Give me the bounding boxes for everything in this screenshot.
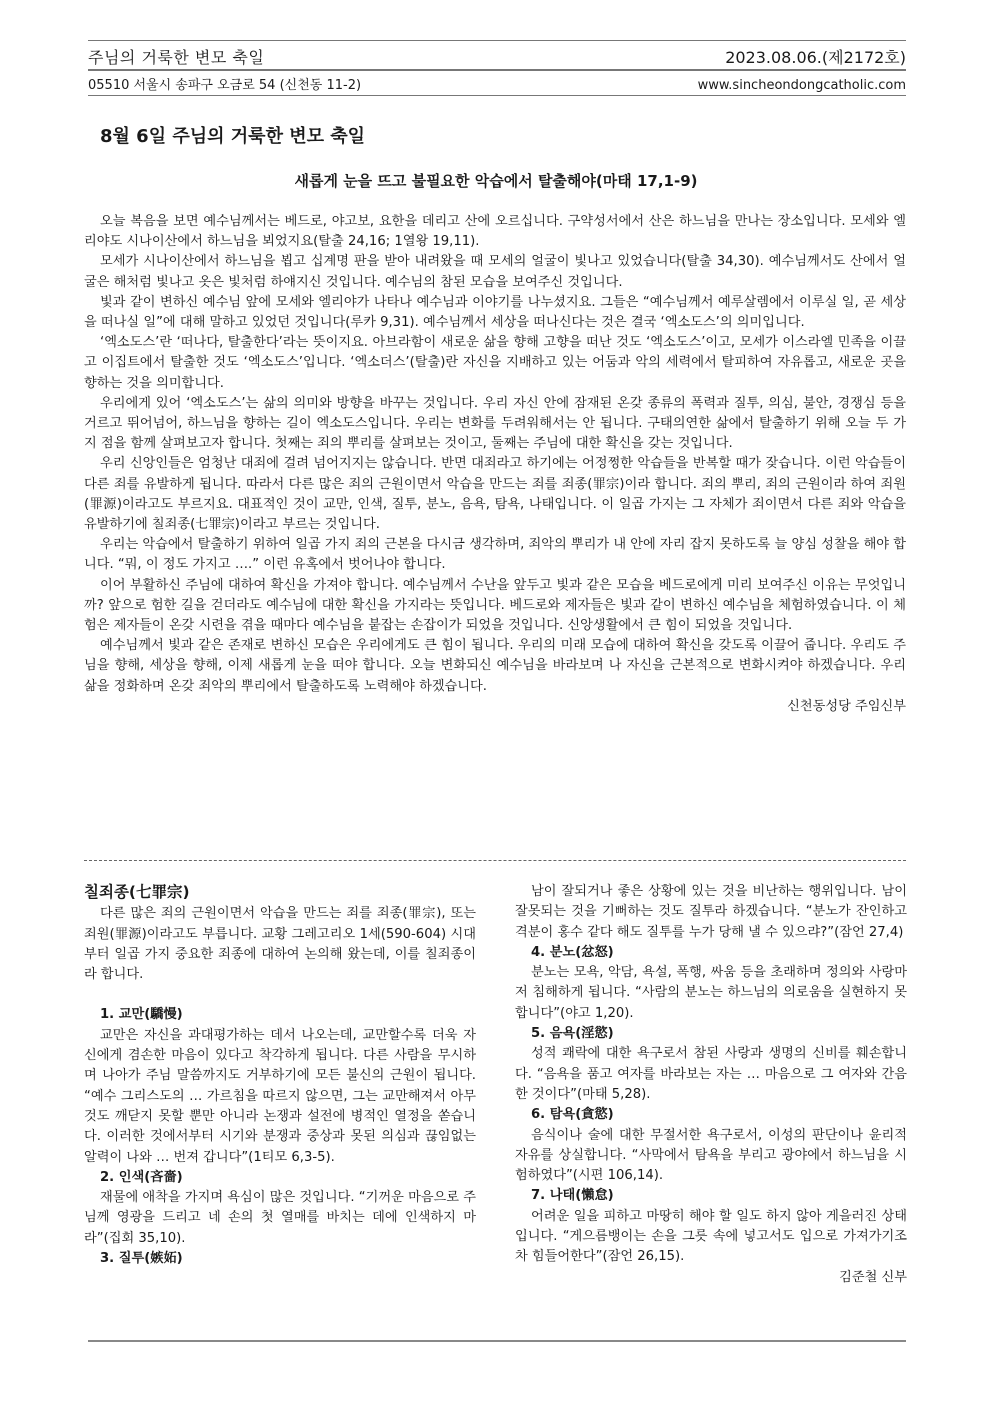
- sermon-paragraph: 예수님께서 빛과 같은 존재로 변하신 모습은 우리에게도 큰 힘이 됩니다. 우리의 미래 모습에 대하여 확신을 갖도록 이끌어 줍니다. 우리도 주님을 향해, 세상을 향해, 이제 새롭게 눈을 떠야 합니다. 오늘 변화되신 예수님을 바라보며 나 자신을 근본적으로 변화시켜야 하겠습니다. 우리 삶을 정화하며 온갖 죄악의 뿌리에서 탈출하도록 노력해야 하겠습니다.: [84, 638, 906, 694]
- sin-item-title: 4. 분노(忿怒): [531, 944, 614, 960]
- footer-rule: [88, 1340, 906, 1342]
- parish-address: 05510 서울시 송파구 오금로 54 (신천동 11-2): [88, 78, 362, 93]
- sin-item-text: 분노는 모욕, 악담, 욕설, 폭행, 싸움 등을 초래하며 정의와 사랑마저 침해하게 됩니다. “사람의 분노는 하느님의 의로움을 실현하지 못합니다”(야고 1,20).: [515, 965, 907, 1021]
- sin-item-text: 음식이나 술에 대한 무절서한 욕구로서, 이성의 판단이나 윤리적 자유를 상실합니다. “사막에서 탐욕을 부리고 광야에서 하느님을 시험하였다”(시편 106,14).: [515, 1127, 907, 1184]
- website-link[interactable]: www.sincheondongcatholic.com: [697, 78, 906, 93]
- sermon-paragraph: 우리 신앙인들은 엄청난 대죄에 걸려 넘어지지는 않습니다. 반면 대죄라고 하기에는 어정쩡한 악습들을 반복할 때가 잦습니다. 이런 악습들이 다른 죄를 유발하게 됩니다. 따라서 다른 많은 죄의 근원이면서 악습을 만드는 죄를 죄종(罪宗)이라 합니다. 죄의 뿌리, 죄의 근원이라 하여 죄원(罪源)이라고도 부르지요. 대표적인 것이 교만, 인색, 질투, 분노, 음욕, 탐욕, 나태입니다. 이 일곱 가지는 그 자체가 죄이면서 다른 죄와 악습을 유발하기에 칠죄종(七罪宗)이라고 부르는 것입니다.: [84, 456, 906, 533]
- sin-item-title: 5. 음욕(淫慾): [531, 1026, 614, 1042]
- sin-item-text: 어려운 일을 피하고 마땅히 해야 할 일도 하지 않아 게을러진 상태입니다. “게으름뱅이는 손을 그릇 속에 넣고서도 입으로 가져가기조차 힘들어한다”(잠언 26,15).: [515, 1208, 907, 1265]
- sin-item-title: 2. 인색(吝嗇): [100, 1169, 183, 1185]
- sin-item-text: 교만은 자신을 과대평가하는 데서 나오는데, 교만할수록 더욱 자신에게 겸손한 마음이 있다고 착각하게 됩니다. 다른 사람을 무시하며 나아가 주님 말씀까지도 거부하기에 모든 불신의 근원이 됩니다. “예수 그리스도의 … 가르침을 따르지 않으면, 그는 교만해져서 아무것도 깨닫지 못할 뿐만 아니라 논쟁과 설전에 병적인 열정을 쏟습니다. 이러한 것에서부터 시기와 분쟁과 중상과 못된 의심과 끊임없는 알력이 나와 … 번져 갑니다”(1티모 6,3-5).: [84, 1027, 476, 1165]
- sin-item-text: 남이 잘되거나 좋은 상황에 있는 것을 비난하는 행위입니다. 남이 잘못되는 것을 기뻐하는 것도 질투라 하겠습니다. “분노가 잔인하고 격분이 홍수 같다 해도 질투를 누가 당해 낼 수 있으랴?”(잠언 27,4): [515, 884, 907, 940]
- feast-title: 8월 6일 주님의 거룩한 변모 축일: [100, 126, 366, 147]
- spacer: [84, 985, 476, 1005]
- sermon-paragraph: 이어 부활하신 주님에 대하여 확신을 가져야 합니다. 예수님께서 수난을 앞두고 빛과 같은 모습을 베드로에게 미리 보여주신 이유는 무엇입니까? 앞으로 험한 길을 걷더라도 예수님에 대한 확신을 가지라는 뜻입니다. 베드로와 제자들은 빛과 같이 변하신 예수님을 체험하였습니다. 이 체험은 제자들이 온갖 시련을 겪을 때마다 예수님을 붙잡는 손잡이가 되었을 것입니다. 신앙생활에서 큰 힘이 되었을 것입니다.: [84, 577, 906, 634]
- sin-item-title: 7. 나태(懶怠): [531, 1188, 614, 1204]
- sermon-signature: 신천동성당 주임신부: [787, 698, 906, 714]
- sermon-paragraph: 우리에게 있어 ‘엑소도스’는 삶의 의미와 방향을 바꾸는 것입니다. 우리 자신 안에 잠재된 온갖 종류의 폭력과 질투, 의심, 불안, 경쟁심 등을 거르고 뛰어넘어, 하느님을 향하는 길이 엑소도스입니다. 우리는 변화를 두려워해서는 안 됩니다. 구태의연한 삶에서 탈출하기 위해 오늘 두 가지 점을 함께 살펴보고자 합니다. 첫째는 죄의 뿌리를 살펴보는 것이고, 둘째는 주님에 대한 확신을 갖는 것입니다.: [84, 395, 906, 452]
- subheader-row: [88, 73, 906, 93]
- column-title: 칠죄종(七罪宗): [84, 883, 190, 901]
- sin-item-title: 3. 질투(嫉妬): [100, 1251, 183, 1267]
- bulletin-title: 주님의 거룩한 변모 축일: [88, 48, 265, 67]
- header-top-rule: [88, 40, 906, 41]
- header-mid-rule: [88, 69, 906, 71]
- sin-item-text: 성적 쾌락에 대한 욕구로서 참된 사랑과 생명의 신비를 훼손합니다. “음욕을 품고 여자를 바라보는 자는 … 마음으로 그 여자와 간음한 것이다”(마태 5,28).: [515, 1046, 907, 1102]
- sermon-paragraph: 빛과 같이 변하신 예수님 앞에 모세와 엘리야가 나타나 예수님과 이야기를 나누셨지요. 그들은 “예수님께서 예루살렘에서 이루실 일, 곧 세상을 떠나실 일”에 대해 말하고 있었던 것입니다(루카 9,31). 예수님께서 세상을 떠나신다는 것은 결국 ‘엑소도스’의 의미입니다.: [84, 294, 906, 331]
- sin-item-text: 재물에 애착을 가지며 욕심이 많은 것입니다. “기꺼운 마음으로 주님께 영광을 드리고 네 손의 첫 열매를 바치는 데에 인색하지 마라”(집회 35,10).: [84, 1190, 476, 1246]
- section-divider: [84, 860, 906, 861]
- column-intro: 다른 많은 죄의 근원이면서 악습을 만드는 죄를 죄종(罪宗), 또는 죄원(罪源)이라고도 부릅니다. 교황 그레고리오 1세(590-604) 시대부터 일곱 가지 중요한 죄종에 대하여 논의해 왔는데, 이를 칠죄종이라 합니다.: [84, 906, 476, 983]
- sin-item-title: 6. 탐욕(貪慾): [531, 1107, 614, 1123]
- sermon-paragraph: ‘엑소도스’란 ‘떠나다, 탈출한다’라는 뜻이지요. 아브라함이 새로운 삶을 향해 고향을 떠난 것도 ‘엑소도스’이고, 모세가 이스라엘 민족을 이끌고 이집트에서 탈출한 것도 ‘엑소도스’입니다. ‘엑소더스’(탈출)란 자신을 지배하고 있는 어둠과 악의 세력에서 탈피하여 자유롭고, 새로운 곳을 향하는 것을 의미합니다.: [84, 335, 906, 391]
- column-left: [84, 882, 476, 1269]
- sin-item-title: 1. 교만(驕慢): [100, 1007, 183, 1023]
- sermon-title: 새롭게 눈을 뜨고 불필요한 악습에서 탈출해야(마태 17,1-9): [294, 172, 698, 190]
- header-bottom-rule: [88, 95, 906, 96]
- sermon-paragraph: 우리는 악습에서 탈출하기 위하여 일곱 가지 죄의 근본을 다시금 생각하며, 죄악의 뿌리가 내 안에 자리 잡지 못하도록 늘 양심 성찰을 해야 합니다. “뭐, 이 정도 가지고 ….” 이런 유혹에서 벗어나야 합니다.: [84, 537, 906, 573]
- column-signature: 김준철 신부: [839, 1269, 907, 1285]
- issue-date: 2023.08.06.(제2172호): [725, 48, 906, 67]
- header-row: [88, 44, 906, 68]
- sermon-body: [84, 212, 906, 717]
- sermon-paragraph: 모세가 시나이산에서 하느님을 뵙고 십계명 판을 받아 내려왔을 때 모세의 얼굴이 빛나고 있었습니다(탈출 34,30). 예수님께서도 산에서 얼굴은 해처럼 빛나고 옷은 빛처럼 하얘지신 것입니다. 예수님의 참된 모습을 보여주신 것입니다.: [84, 254, 906, 290]
- column-right: [515, 882, 907, 1288]
- sermon-paragraph: 오늘 복음을 보면 예수님께서는 베드로, 야고보, 요한을 데리고 산에 오르십니다. 구약성서에서 산은 하느님을 만나는 장소입니다. 모세와 엘리야도 시나이산에서 하느님을 뵈었지요(탈출 24,16; 1열왕 19,11).: [84, 214, 906, 250]
